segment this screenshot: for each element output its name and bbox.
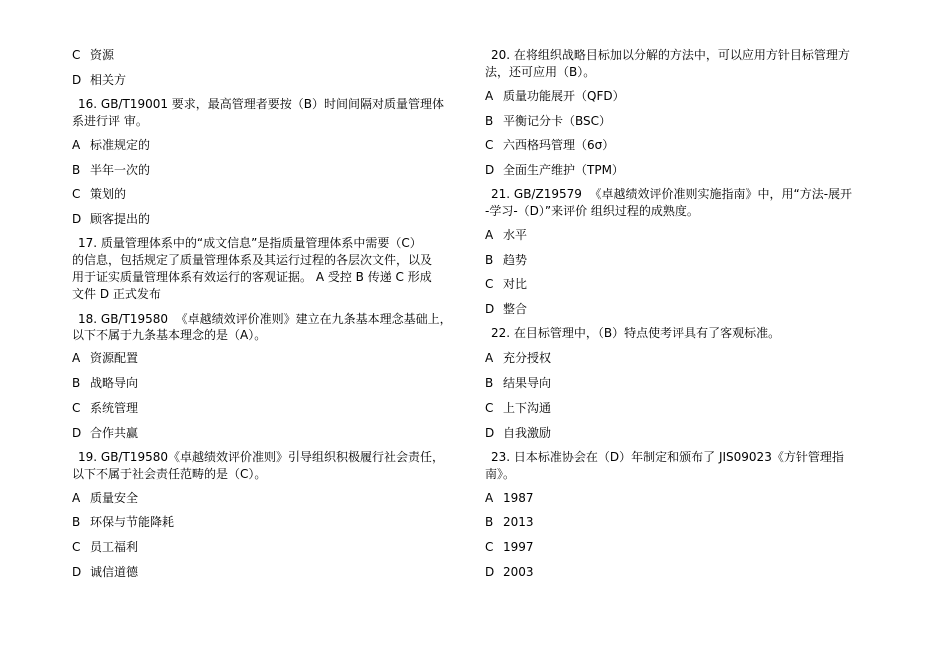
question-line: 以下不属于九条基本理念的是（A）。: [72, 328, 267, 342]
option-text: 顾客提出的: [90, 212, 151, 226]
option-line: [485, 564, 534, 580]
option-text: 上下沟通: [503, 401, 552, 415]
question-line: 18. GB/T19580 《卓越绩效评价准则》建立在九条基本理念基础上，: [78, 312, 452, 326]
option-letter: C: [485, 277, 494, 291]
option-line: [485, 301, 527, 317]
option-text: 1987: [503, 491, 534, 505]
option-text: 2003: [503, 565, 534, 579]
option-text: 合作共赢: [90, 426, 139, 440]
option-text: 质量安全: [90, 491, 139, 505]
option-text: 半年一次的: [90, 163, 151, 177]
option-text: 系统管理: [90, 401, 139, 415]
option-letter: D: [72, 73, 82, 87]
option-letter: C: [72, 540, 81, 554]
option-letter: B: [485, 114, 494, 128]
option-line: [485, 350, 551, 366]
option-letter: A: [72, 351, 81, 365]
option-letter: A: [485, 351, 494, 365]
question-line: 系进行评 审。: [72, 114, 148, 128]
option-text: 充分授权: [503, 351, 552, 365]
question-line: 21. GB/Z19579 《卓越绩效评价准则实施指南》中，用“方法-展开: [491, 187, 853, 201]
option-letter: B: [72, 376, 81, 390]
option-letter: D: [72, 565, 82, 579]
option-line: [485, 425, 551, 441]
question-line: 17. 质量管理体系中的“成文信息”是指质量管理体系中需要（C）: [78, 236, 422, 250]
option-text: 相关方: [90, 73, 127, 87]
option-line: [72, 72, 126, 88]
option-line: [72, 425, 138, 441]
option-line: [485, 162, 624, 178]
question-line: -学习-（D）”来评价 组织过程的成熟度。: [485, 204, 699, 218]
question-line: 19. GB/T19580《卓越绩效评价准则》引导组织积极履行社会责任，: [78, 450, 444, 464]
option-letter: A: [485, 491, 494, 505]
option-text: 结果导向: [503, 376, 552, 390]
option-text: 趋势: [503, 253, 528, 267]
question-line: 文件 D 正式发布: [72, 287, 161, 301]
option-letter: D: [72, 426, 82, 440]
option-text: 资源配置: [90, 351, 139, 365]
option-text: 平衡记分卡（BSC）: [503, 114, 612, 128]
option-text: 环保与节能降耗: [90, 515, 175, 529]
option-letter: D: [72, 212, 82, 226]
option-text: 2013: [503, 515, 534, 529]
option-line: [485, 400, 551, 416]
option-line: [485, 227, 527, 243]
option-text: 质量功能展开（QFD）: [503, 89, 625, 103]
option-line: [485, 514, 534, 530]
option-letter: D: [485, 426, 495, 440]
option-letter: D: [485, 163, 495, 177]
question-line: 的信息，包括规定了质量管理体系及其运行过程的各层次文件，以及: [72, 253, 433, 267]
question-line: 用于证实质量管理体系有效运行的客观证据。 A 受控 B 传递 C 形成: [72, 270, 432, 284]
question-line: 22. 在目标管理中，（B）特点使考评具有了客观标准。: [491, 326, 781, 340]
option-letter: B: [485, 515, 494, 529]
option-text: 自我激励: [503, 426, 552, 440]
option-line: [72, 514, 174, 530]
option-line: [72, 211, 150, 227]
option-line: [485, 276, 527, 292]
question-line: 南》。: [485, 467, 516, 481]
option-text: 整合: [503, 302, 528, 316]
option-line: [72, 350, 138, 366]
option-line: [72, 490, 138, 506]
option-letter: A: [72, 491, 81, 505]
question-line: 16. GB/T19001 要求，最高管理者要按（B）时间间隔对质量管理体: [78, 97, 445, 111]
option-line: [72, 564, 138, 580]
option-letter: C: [72, 48, 81, 62]
option-text: 六西格玛管理（6σ）: [503, 138, 615, 152]
option-letter: C: [72, 401, 81, 415]
option-line: [485, 137, 614, 153]
option-letter: C: [485, 540, 494, 554]
question-line: 23. 日本标准协会在（D）年制定和颁布了 JIS09023《方针管理指: [491, 450, 844, 464]
option-text: 策划的: [90, 187, 127, 201]
option-letter: A: [72, 138, 81, 152]
option-line: [485, 539, 534, 555]
option-line: [72, 375, 138, 391]
option-line: [72, 400, 138, 416]
question-line: 以下不属于社会责任范畴的是（C）。: [72, 467, 267, 481]
option-line: [72, 137, 150, 153]
option-line: [485, 113, 611, 129]
option-letter: B: [72, 163, 81, 177]
option-letter: D: [485, 565, 495, 579]
question-line: 20. 在将组织战略目标加以分解的方法中，可以应用方针目标管理方: [491, 48, 850, 62]
option-line: [72, 162, 150, 178]
option-line: [485, 375, 551, 391]
option-text: 水平: [503, 228, 528, 242]
option-line: [485, 88, 625, 104]
option-line: [72, 47, 114, 63]
option-letter: C: [485, 401, 494, 415]
option-letter: C: [72, 187, 81, 201]
question-line: 法，还可应用（B）。: [485, 65, 596, 79]
option-text: 资源: [90, 48, 115, 62]
option-line: [72, 539, 138, 555]
option-text: 对比: [503, 277, 528, 291]
option-letter: B: [485, 253, 494, 267]
option-letter: D: [485, 302, 495, 316]
option-letter: C: [485, 138, 494, 152]
option-letter: A: [485, 89, 494, 103]
option-letter: B: [72, 515, 81, 529]
option-letter: B: [485, 376, 494, 390]
option-letter: A: [485, 228, 494, 242]
option-text: 诚信道德: [90, 565, 139, 579]
option-text: 1997: [503, 540, 534, 554]
option-line: [485, 490, 534, 506]
option-text: 全面生产维护（TPM）: [503, 163, 624, 177]
option-text: 战略导向: [90, 376, 139, 390]
option-line: [485, 252, 527, 268]
option-line: [72, 186, 126, 202]
option-text: 标准规定的: [90, 138, 151, 152]
option-text: 员工福利: [90, 540, 139, 554]
